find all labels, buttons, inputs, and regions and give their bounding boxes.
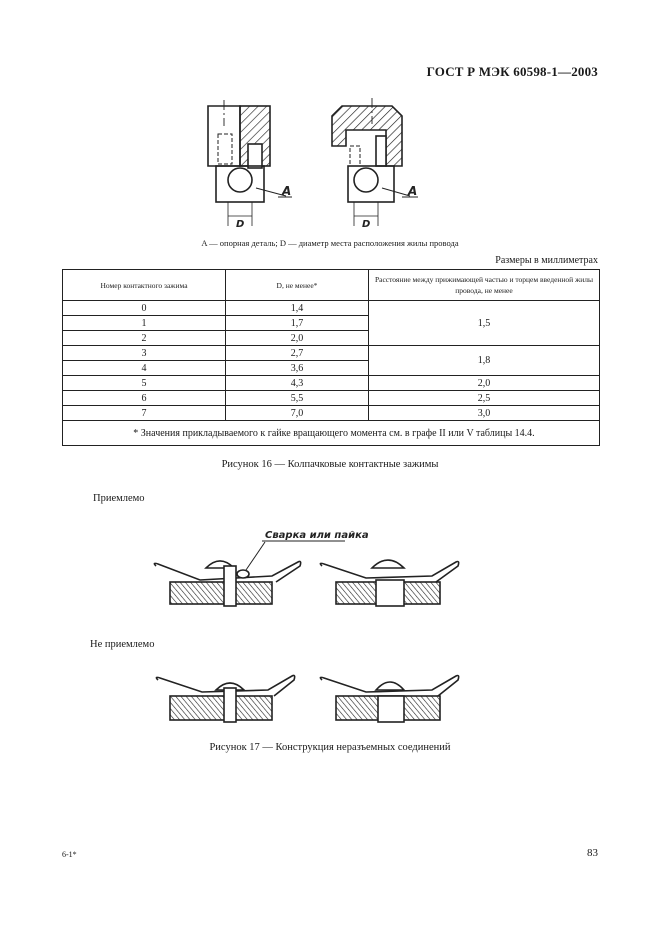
acceptable-joint-right bbox=[320, 560, 458, 606]
figure-16-drawing bbox=[200, 96, 440, 232]
unacceptable-joint-left bbox=[156, 676, 294, 723]
weld-label: Сварка или пайка bbox=[265, 530, 369, 541]
cell-number: 4 bbox=[63, 361, 226, 376]
cell-number: 5 bbox=[63, 376, 226, 391]
table-footnote: * Значения прикладываемого к гайке вращающего момента см. в графе II или V таблицы 14.4. bbox=[63, 421, 600, 446]
cell-distance: 2,5 bbox=[369, 391, 600, 406]
cell-d: 4,3 bbox=[226, 376, 369, 391]
cell-d: 2,0 bbox=[226, 331, 369, 346]
cell-d: 5,5 bbox=[226, 391, 369, 406]
cell-distance: 2,0 bbox=[369, 376, 600, 391]
figure-17-caption: Рисунок 17 — Конструкция неразъемных соединений bbox=[209, 742, 451, 753]
figure-17-unacceptable-drawing bbox=[150, 660, 460, 730]
footer-mark: 6-1* bbox=[62, 850, 77, 859]
label-a-leader-right bbox=[382, 188, 410, 196]
column-header-distance: Расстояние между прижимающей частью и торцем введенной жилы провода, не менее bbox=[369, 270, 600, 301]
cap-terminal-left bbox=[208, 100, 270, 226]
page-number: 83 bbox=[587, 847, 598, 859]
cell-number: 2 bbox=[63, 331, 226, 346]
table-row bbox=[63, 406, 600, 421]
cell-d: 1,7 bbox=[226, 316, 369, 331]
table-row bbox=[63, 346, 600, 361]
cell-distance: 1,8 bbox=[369, 346, 600, 376]
figure-16-legend: A — опорная деталь; D — диаметр места расположения жилы провода bbox=[201, 238, 459, 248]
cell-number: 7 bbox=[63, 406, 226, 421]
table-row bbox=[63, 376, 600, 391]
cell-d: 2,7 bbox=[226, 346, 369, 361]
column-header-number: Номер контактного зажима bbox=[63, 270, 226, 301]
label-a-left: A bbox=[282, 184, 292, 198]
label-d-left: D bbox=[236, 219, 245, 230]
cell-distance: 1,5 bbox=[369, 301, 600, 346]
label-d-right: D bbox=[362, 219, 371, 230]
cell-d: 1,4 bbox=[226, 301, 369, 316]
cell-number: 6 bbox=[63, 391, 226, 406]
cap-terminal-right bbox=[332, 98, 402, 226]
table-row bbox=[63, 301, 600, 316]
figure-17-acceptable-drawing bbox=[150, 522, 460, 612]
weld-leader bbox=[246, 542, 265, 570]
cell-number: 0 bbox=[63, 301, 226, 316]
cell-number: 3 bbox=[63, 346, 226, 361]
cell-distance: 3,0 bbox=[369, 406, 600, 421]
table-footnote-row bbox=[63, 421, 600, 446]
figure-16-caption: Рисунок 16 — Колпачковые контактные зажимы bbox=[221, 459, 439, 470]
table-row bbox=[63, 391, 600, 406]
unacceptable-joint-right bbox=[320, 676, 458, 723]
dimensions-note: Размеры в миллиметрах bbox=[495, 255, 598, 266]
terminal-dimensions-table bbox=[62, 269, 600, 446]
cell-d: 3,6 bbox=[226, 361, 369, 376]
column-header-d: D, не менее* bbox=[226, 270, 369, 301]
acceptable-label: Приемлемо bbox=[93, 493, 145, 504]
acceptable-joint-left bbox=[154, 561, 300, 606]
cell-number: 1 bbox=[63, 316, 226, 331]
label-a-right: A bbox=[408, 184, 418, 198]
unacceptable-label: Не приемлемо bbox=[90, 639, 155, 650]
cell-d: 7,0 bbox=[226, 406, 369, 421]
document-header-title: ГОСТ Р МЭК 60598-1—2003 bbox=[426, 64, 598, 79]
